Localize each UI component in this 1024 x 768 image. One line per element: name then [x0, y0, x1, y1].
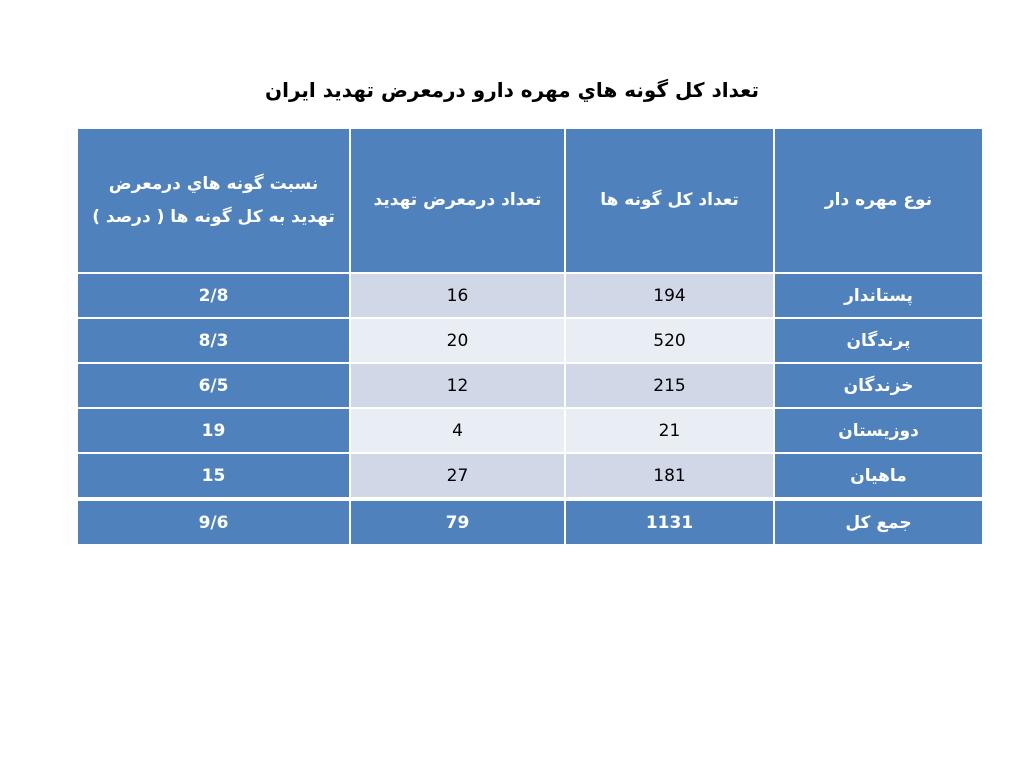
table-row [77, 453, 983, 499]
cell-threatened: 4 [350, 408, 565, 453]
cell-total-species-sum: 1131 [565, 499, 774, 545]
vertebrates-threat-table [76, 127, 984, 546]
cell-ratio: 19 [77, 408, 350, 453]
cell-type: پرندگان [774, 318, 983, 363]
header-threatened-count: تعداد درمعرض تهديد [350, 128, 565, 273]
table-row [77, 363, 983, 408]
cell-threatened: 16 [350, 273, 565, 318]
header-threatened-ratio: نسبت گونه هاي درمعرض تهديد به کل گونه ها ( درصد ) [77, 128, 350, 273]
page-title: تعداد کل گونه هاي مهره دارو درمعرض تهديد ايران [265, 78, 759, 102]
header-total-species: تعداد کل گونه ها [565, 128, 774, 273]
cell-total: 194 [565, 273, 774, 318]
cell-ratio: 6/5 [77, 363, 350, 408]
cell-total: 181 [565, 453, 774, 499]
cell-threatened: 12 [350, 363, 565, 408]
cell-type: دوزيستان [774, 408, 983, 453]
cell-threatened-sum: 79 [350, 499, 565, 545]
cell-total: 215 [565, 363, 774, 408]
cell-threatened: 20 [350, 318, 565, 363]
cell-ratio-total: 9/6 [77, 499, 350, 545]
header-vertebrate-type: نوع مهره دار [774, 128, 983, 273]
table-row [77, 408, 983, 453]
total-row [77, 499, 983, 545]
cell-ratio: 8/3 [77, 318, 350, 363]
header-row [77, 128, 983, 273]
cell-type: ماهيان [774, 453, 983, 499]
cell-ratio: 2/8 [77, 273, 350, 318]
cell-threatened: 27 [350, 453, 565, 499]
cell-type: خزندگان [774, 363, 983, 408]
cell-total: 520 [565, 318, 774, 363]
cell-total: 21 [565, 408, 774, 453]
table-row [77, 318, 983, 363]
table-row [77, 273, 983, 318]
cell-type: پستاندار [774, 273, 983, 318]
cell-ratio: 15 [77, 453, 350, 499]
cell-total-label: جمع کل [774, 499, 983, 545]
